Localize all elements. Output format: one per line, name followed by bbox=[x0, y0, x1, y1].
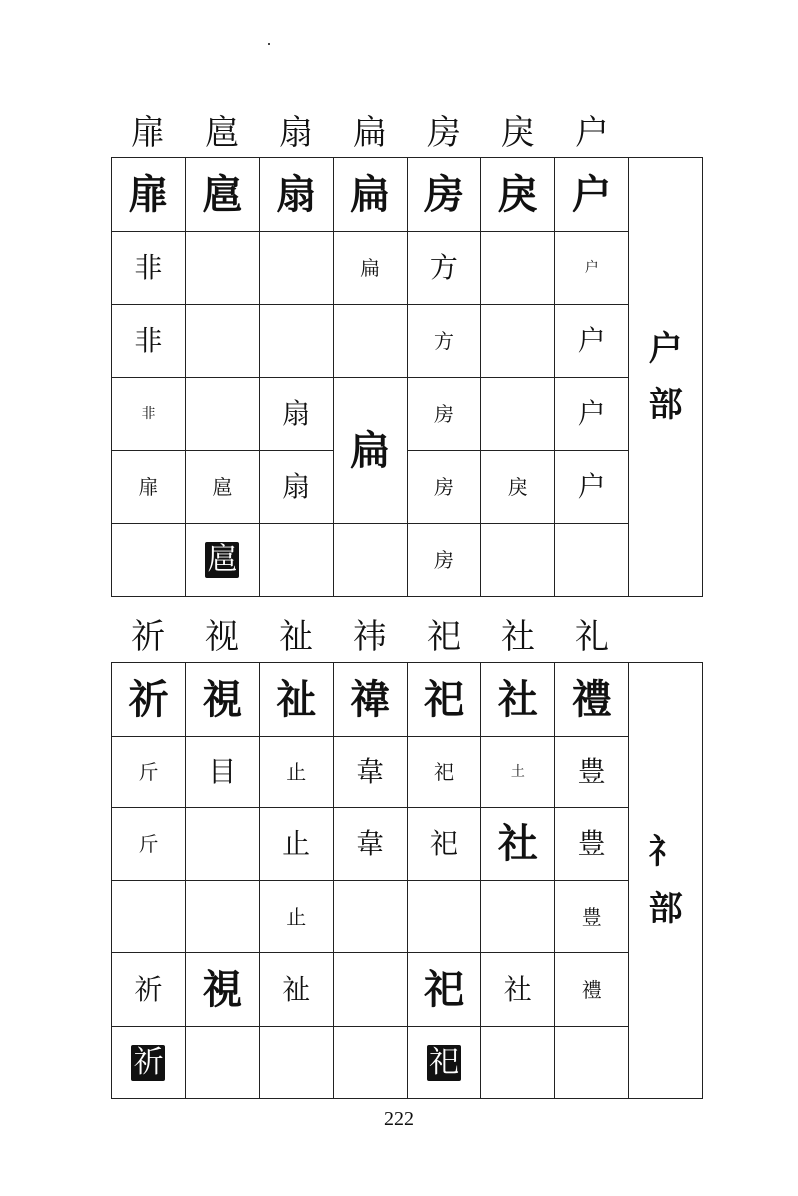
table-row bbox=[112, 1027, 703, 1099]
glyph: 扉 bbox=[128, 170, 169, 218]
table-row bbox=[112, 663, 703, 737]
header-char: 戾 bbox=[501, 113, 535, 153]
glyph: 扁 bbox=[360, 256, 381, 280]
glyph: 止 bbox=[286, 904, 307, 929]
header-char: 户 bbox=[575, 113, 609, 153]
glyph: 戾 bbox=[497, 170, 538, 218]
glyph: 方 bbox=[433, 329, 454, 353]
glyph: 祉 bbox=[282, 972, 311, 1006]
glyph: 扇 bbox=[276, 170, 317, 218]
glyph: 祀 bbox=[423, 965, 464, 1013]
glyph: 社 bbox=[503, 972, 532, 1006]
glyph: 房 bbox=[423, 170, 464, 218]
glyph: 韋 bbox=[356, 755, 385, 788]
header-char: 社 bbox=[501, 617, 535, 657]
glyph: 禮 bbox=[581, 977, 602, 1002]
section-2-header-row bbox=[111, 612, 629, 662]
header-char: 扇 bbox=[279, 113, 313, 153]
table-row bbox=[112, 524, 703, 597]
glyph: 禕 bbox=[350, 675, 391, 723]
seal-glyph: 祈 bbox=[133, 1044, 164, 1080]
header-char: 扉 bbox=[131, 113, 165, 153]
table-row bbox=[112, 232, 703, 305]
radical-char: 户 bbox=[648, 328, 683, 369]
glyph: 扉 bbox=[138, 475, 159, 499]
glyph: 户 bbox=[577, 324, 606, 357]
glyph: 社 bbox=[497, 675, 538, 723]
header-char: 视 bbox=[205, 617, 239, 657]
glyph: 止 bbox=[282, 827, 311, 860]
table-row bbox=[112, 451, 703, 524]
radical-cell bbox=[629, 158, 703, 597]
header-char: 扈 bbox=[205, 113, 239, 153]
radical-char: 礻 bbox=[648, 832, 683, 873]
stray-dot bbox=[268, 43, 270, 45]
header-char: 房 bbox=[427, 113, 461, 153]
radical-label: 部 bbox=[648, 888, 683, 929]
table-row bbox=[112, 808, 703, 881]
glyph: 扈 bbox=[212, 475, 233, 499]
table-row bbox=[112, 737, 703, 808]
glyph: 方 bbox=[429, 251, 458, 284]
glyph: 豊 bbox=[577, 755, 606, 788]
table-row bbox=[112, 305, 703, 378]
glyph: 豊 bbox=[577, 827, 606, 860]
glyph: 視 bbox=[202, 965, 243, 1013]
header-char: 扁 bbox=[353, 113, 387, 153]
glyph: 非 bbox=[134, 251, 163, 284]
page-number: 222 bbox=[384, 1108, 414, 1130]
glyph: 社 bbox=[497, 820, 538, 867]
header-char: 礼 bbox=[575, 617, 609, 657]
glyph: 扈 bbox=[202, 170, 243, 218]
glyph: 視 bbox=[202, 675, 243, 723]
glyph: 祈 bbox=[128, 675, 169, 723]
section-1-table bbox=[111, 157, 703, 597]
section-1-header-row bbox=[111, 108, 629, 158]
glyph: 户 bbox=[577, 397, 606, 430]
header-char: 祎 bbox=[353, 617, 387, 657]
header-char: 祉 bbox=[279, 617, 313, 657]
glyph: 祉 bbox=[276, 675, 317, 723]
glyph: 非 bbox=[141, 406, 156, 422]
glyph: 韋 bbox=[356, 827, 385, 860]
table-row bbox=[112, 378, 703, 451]
glyph: 戾 bbox=[507, 475, 528, 499]
table-row bbox=[112, 953, 703, 1027]
glyph: 目 bbox=[208, 755, 237, 788]
table-row bbox=[112, 158, 703, 232]
header-char: 祈 bbox=[131, 617, 165, 657]
glyph: 扁 bbox=[350, 426, 391, 474]
glyph: 户 bbox=[584, 260, 599, 276]
glyph: 户 bbox=[571, 170, 612, 218]
table-row bbox=[112, 881, 703, 953]
glyph: 扇 bbox=[282, 470, 311, 503]
glyph: 土 bbox=[510, 764, 525, 780]
glyph: 斤 bbox=[138, 760, 159, 784]
seal-glyph: 扈 bbox=[207, 542, 238, 577]
glyph: 禮 bbox=[571, 675, 612, 723]
glyph: 房 bbox=[433, 548, 454, 572]
glyph: 户 bbox=[577, 470, 606, 503]
radical-cell bbox=[629, 663, 703, 1099]
glyph: 豊 bbox=[581, 904, 602, 929]
glyph: 止 bbox=[286, 760, 307, 784]
glyph: 房 bbox=[433, 402, 454, 426]
seal-glyph: 祀 bbox=[428, 1044, 459, 1080]
glyph: 房 bbox=[433, 475, 454, 499]
glyph: 祀 bbox=[429, 827, 458, 860]
glyph: 扇 bbox=[282, 397, 311, 430]
header-char: 祀 bbox=[427, 617, 461, 657]
radical-label: 部 bbox=[648, 385, 683, 425]
glyph: 祈 bbox=[134, 972, 163, 1006]
glyph: 扁 bbox=[350, 170, 391, 218]
section-2-table bbox=[111, 662, 703, 1099]
glyph: 非 bbox=[134, 324, 163, 357]
glyph: 祀 bbox=[423, 675, 464, 723]
glyph: 斤 bbox=[138, 832, 159, 856]
glyph: 祀 bbox=[433, 760, 454, 784]
